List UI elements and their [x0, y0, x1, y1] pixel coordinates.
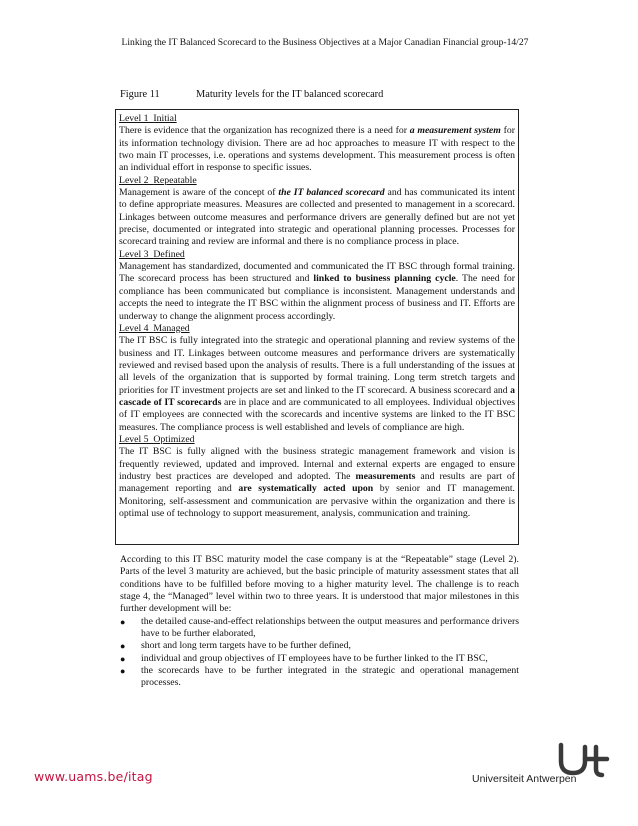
level-number: Level 5	[119, 433, 149, 445]
level-description	[119, 261, 515, 323]
level-description	[119, 446, 515, 520]
list-item-text: short and long term targets have to be further defined,	[141, 640, 351, 652]
text-segment: by senior and IT management. Monitoring, self-assessment and communication are pervasive within the organization and there is optimal use of technology to support measurement, analysis, communication and training.	[119, 483, 515, 519]
emphasis-text: the IT balanced scorecard	[278, 187, 385, 199]
figure-caption: Maturity levels for the IT balanced scorecard	[196, 89, 384, 100]
text-segment: There is evidence that the organization has recognized there is a need for	[119, 125, 410, 137]
level-description	[119, 335, 515, 434]
body-text	[120, 554, 519, 690]
level-number: Level 1	[119, 113, 149, 124]
text-segment: The IT BSC is fully integrated into the strategic and operational planning and review systems of the business and IT. Linkages between outcome measures and performance drivers are systematically reviewed and revised based upon the analysis of results. There is a full understanding of the issues at all levels of the organization that is supported by formal training. Long term stretch targets and priorities for IT investment projects are set and linked to the IT scorecard. A business scorecard and	[119, 335, 515, 396]
text-segment: . The need for compliance has been communicated but compliance is inconsistent. Management understands and accepts the need to integrate the IT BSC within the alignment process of business and IT. Efforts are underway to change the alignment process accordingly.	[119, 273, 515, 322]
bullet-icon: ●	[120, 616, 126, 627]
assessment-paragraph: According to this IT BSC maturity model the case company is at the “Repeatable” stage (Level 2). Parts of the level 3 maturity are achieved, but the basic principle of maturity assessment states that all conditions have to be fulfilled before moving to a higher maturity level. The challenge is to reach stage 4, the “Managed” level within two to three years. It is understood that major milestones in this further development will be:	[120, 554, 519, 615]
list-item-text: the scorecards have to be further integrated in the strategic and operational management processes.	[141, 665, 519, 689]
bullet-icon: ●	[120, 666, 126, 677]
footer-url[interactable]: www.uams.be/itag	[34, 769, 153, 784]
level-name: Optimized	[153, 433, 195, 445]
level-description	[119, 125, 515, 174]
level-number: Level 3	[119, 248, 149, 260]
emphasis-text: linked to business planning cycle	[313, 273, 456, 285]
level-heading	[119, 323, 515, 335]
maturity-levels-box	[115, 109, 519, 545]
emphasis-text: are systematically acted upon	[238, 483, 374, 495]
text-segment: Management is aware of the concept of	[119, 187, 279, 199]
level-name: Managed	[153, 322, 190, 334]
university-name: Universiteit Antwerpen	[472, 773, 577, 785]
level-number: Level 2	[119, 174, 149, 186]
level-heading	[119, 175, 515, 187]
list-item-text: the detailed cause-and-effect relationships between the output measures and performance drivers have to be further elaborated,	[141, 615, 519, 640]
list-item	[120, 653, 519, 665]
level-heading	[119, 249, 515, 261]
milestone-list	[120, 616, 519, 690]
level-heading	[119, 434, 515, 446]
list-item	[120, 640, 519, 652]
text-segment: and has communicated its intent to define appropriate measures. Measures are collected and presented to management in a scorecard. Linkages between outcome measures and performance drivers are generally defined but are not yet precise, documented or integrated into strategic and operational planning processes. Processes for scorecard training and review are informal and there is no compliance process in place.	[119, 187, 515, 248]
emphasis-text: a measurement system	[409, 125, 501, 137]
text-segment: and results are part of management reporting and	[119, 470, 516, 495]
level-heading	[119, 113, 515, 125]
list-item	[120, 616, 519, 641]
levels-list	[119, 113, 515, 520]
list-item-text: individual and group objectives of IT employees have to be further linked to the IT BSC,	[141, 652, 488, 664]
text-segment: are in place and are communicated to all employees. Individual objectives of IT employees are connected with the scorecards and incentive systems are linked to the IT BSC measures. The compliance process is well established and levels of compliance are high.	[119, 396, 516, 433]
text-segment: for its information technology division. There are ad hoc approaches to measure IT with respect to the two main IT processes, i.e. operations and systems development. This measurement process is often an individual effort in response to specific issues.	[119, 125, 515, 174]
page-header: Linking the IT Balanced Scorecard to the Business Objectives at a Major Canadian Financial group-14/27	[121, 37, 529, 48]
level-number: Level 4	[119, 322, 149, 334]
text-segment: The IT BSC is fully aligned with the business strategic management framework and vision is frequently reviewed, updated and improved. Internal and external experts are engaged to ensure industry best practices are developed and adopted. The	[119, 446, 515, 482]
figure-label	[120, 89, 384, 100]
figure-number: Figure 11	[120, 89, 160, 100]
text-segment: Management has standardized, documented and communicated the IT BSC through formal training. The scorecard process has been structured and	[119, 261, 515, 285]
level-name: Defined	[153, 248, 185, 260]
emphasis-text: a cascade of IT scorecards	[119, 384, 515, 408]
list-item	[120, 665, 519, 690]
bullet-icon: ●	[120, 641, 126, 652]
level-name: Initial	[153, 113, 177, 124]
bullet-icon: ●	[120, 653, 126, 664]
emphasis-text: measurements	[355, 470, 416, 482]
level-description	[119, 187, 515, 249]
level-name: Repeatable	[153, 174, 197, 186]
